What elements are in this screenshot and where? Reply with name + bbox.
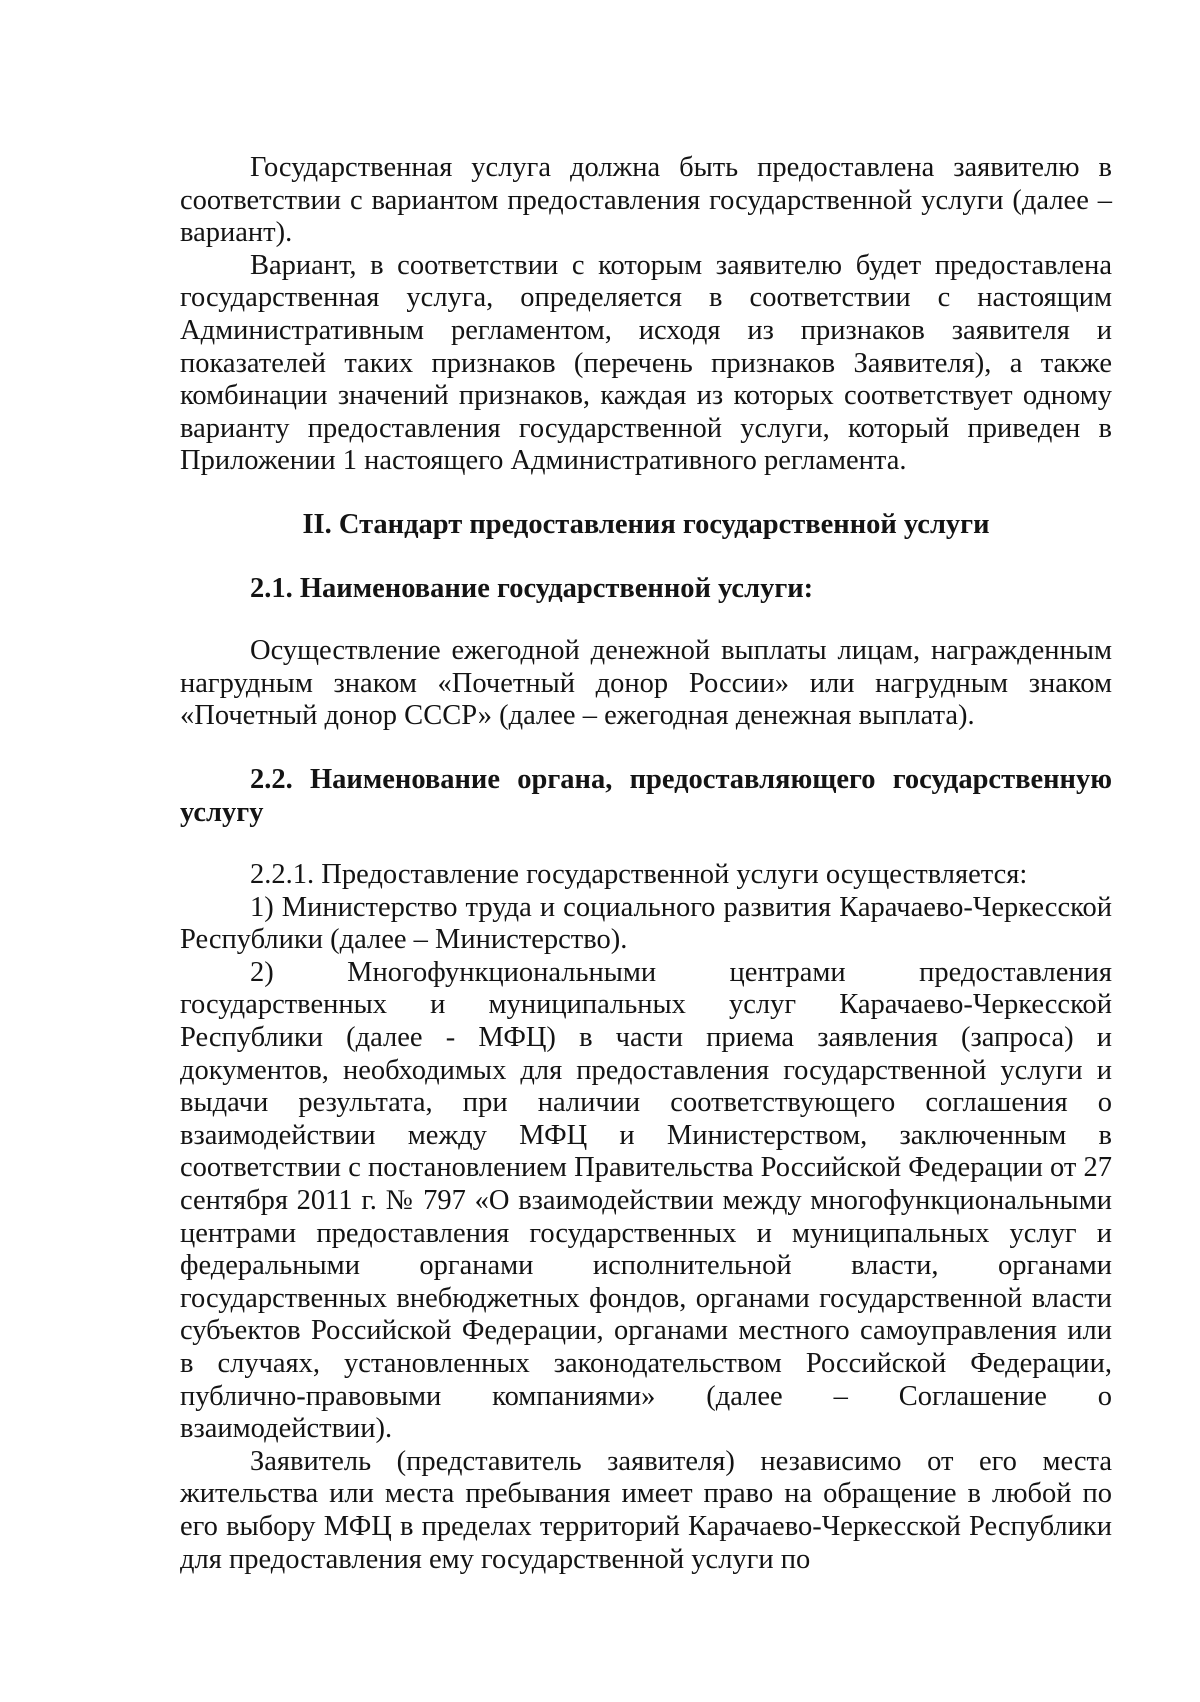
document-body — [180, 152, 1112, 1576]
paragraph-variant-definition: Вариант, в соответствии с которым заявителю будет предоставлена государственная услуга, определяется в соответствии с настоящим Административным регламентом, исходя из признаков заявителя и показателей таких признаков (перечень признаков Заявителя), а также комбинации значений признаков, каждая из которых соответствует одному варианту предоставления государственной услуги, который приведен в Приложении 1 настоящего Административного регламента. — [180, 249, 1112, 477]
section-2-title: II. Стандарт предоставления государственной услуги — [302, 508, 990, 540]
paragraph-2-2-1: 2.2.1. Предоставление государственной услуги осуществляется: — [250, 859, 1028, 891]
list-item-mfc: 2) Многофункциональными центрами предоставления государственных и муниципальных услуг Карачаево-Черкесской Республики (далее - МФЦ) в части приема заявления (запроса) и документов, необходимых для предоставления государственной услуги и выдачи результата, при наличии соответствующего соглашения о взаимодействии между МФЦ и Министерством, заключенным в соответствии с постановлением Правительства Российской Федерации от 27 сентября 2011 г. № 797 «О взаимодействии между многофункциональными центрами предоставления государственных и муниципальных услуг и федеральными органами исполнительной власти, органами государственных внебюджетных фондов, органами государственной власти субъектов Российской Федерации, органами местного самоуправления или в случаях, установленных законодательством Российской Федерации, публично-правовыми компаниями» (далее – Соглашение о взаимодействии). — [180, 956, 1112, 1445]
paragraph-variant-intro: Государственная услуга должна быть предоставлена заявителю в соответствии с вариантом предоставления государственной услуги (далее – вариант). — [180, 152, 1112, 249]
paragraph-service-name: Осуществление ежегодной денежной выплаты лицам, награжденным нагрудным знаком «Почетный донор России» или нагрудным знаком «Почетный донор СССР» (далее – ежегодная денежная выплата). — [180, 635, 1112, 732]
subsection-2-1-title: 2.1. Наименование государственной услуги: — [250, 572, 814, 604]
subsection-2-2-title: 2.2. Наименование органа, предоставляющего государственную услугу — [180, 763, 1112, 828]
paragraph-applicant-right: Заявитель (представитель заявителя) независимо от его места жительства или места пребывания имеет право на обращение в любой по его выбору МФЦ в пределах территорий Карачаево-Черкесской Республики для предоставления ему государственной услуги по — [180, 1445, 1112, 1575]
list-item-ministry: 1) Министерство труда и социального развития Карачаево-Черкесской Республики (далее – Министерство). — [180, 891, 1112, 956]
